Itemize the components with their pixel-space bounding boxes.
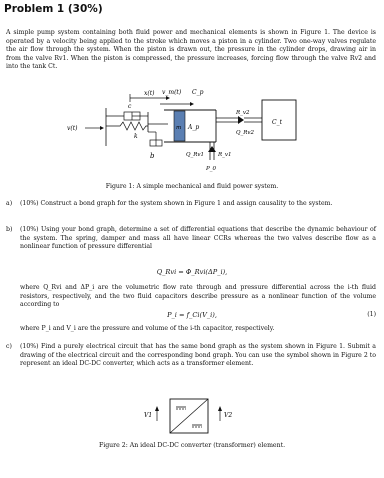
part-b-text-2: where Q_Rvi and ΔP_i are the volumetric flow rate through and pressure differential across the i-th fluid resistors, respectively, and the two fluid capacitors describe pressure as a nonlinear function of the volume according to bbox=[20, 284, 376, 309]
figure-2-diagram bbox=[140, 395, 250, 437]
part-a-text: (10%) Construct a bond graph for the system shown in Figure 1 and assign causality to the system. bbox=[20, 200, 333, 207]
equation-flow: Q_Rvi = Φ_Rvi(ΔP_i), bbox=[156, 268, 228, 276]
label-rv2: R_v2 bbox=[236, 110, 250, 116]
part-c-label: c) bbox=[6, 343, 12, 350]
label-v2: V2 bbox=[224, 412, 233, 419]
label-ap: A_p bbox=[188, 124, 200, 131]
part-b-text-1: (10%) Using your bond graph, determine a set of differential equations that describe the dynamic behaviour of the system. The spring, damper and mass all have linear CCRs whereas the two valves describe flow as a nonlinear function of pressure differential bbox=[20, 226, 376, 251]
part-b-label: b) bbox=[6, 226, 13, 233]
figure-1-caption: Figure 1: A simple mechanical and fluid power system. bbox=[105, 183, 279, 190]
label-c: c bbox=[128, 103, 132, 110]
intro-paragraph: A simple pump system containing both fluid power and mechanical elements is shown in Figure 1. The device is operated by a velocity being applied to the stroke which moves a piston in a cylinder. Two one-way valves regulate the air flow through the system. When the piston is drawn out, the pressure in the cylinder drops, drawing air in from the valve Rv1. When the piston is compressed, the pressure increases, forcing flow through the valve Rv2 and into the tank Ct. bbox=[6, 29, 376, 71]
label-x: x(t) bbox=[144, 90, 155, 97]
label-vin: v(t) bbox=[67, 125, 78, 132]
label-v1: V1 bbox=[144, 412, 153, 419]
part-a-label: a) bbox=[6, 200, 13, 207]
label-vm: v_m(t) bbox=[162, 89, 182, 96]
label-qrv1: Q_Rv1 bbox=[186, 152, 205, 158]
label-k: k bbox=[134, 133, 138, 140]
label-b: b bbox=[150, 152, 155, 160]
label-cp: C_p bbox=[192, 89, 204, 96]
figure-1-diagram bbox=[40, 86, 350, 182]
equation-number: (1) bbox=[367, 311, 376, 318]
figure-2-caption: Figure 2: An ideal DC-DC converter (transformer) element. bbox=[98, 442, 286, 449]
label-p0: P_0 bbox=[206, 166, 216, 172]
label-m: m bbox=[176, 125, 182, 131]
problem-title: Problem 1 (30%) bbox=[4, 3, 103, 15]
part-b-text-3: where P_i and V_i are the pressure and volume of the i-th capacitor, respectively. bbox=[20, 325, 275, 332]
equation-pressure: P_i = f_Ci(V_i), bbox=[167, 311, 217, 319]
label-qrv2: Q_Rv2 bbox=[236, 130, 255, 136]
label-ct: C_t bbox=[272, 119, 283, 126]
part-c-text: (10%) Find a purely electrical circuit that has the same bond graph as the system shown in Figure 1. Submit a drawing of the electrical circuit and the corresponding bond graph. You can use the symbol shown in Figure 2 to represent an ideal DC-DC converter, which acts as a transformer element. bbox=[20, 343, 376, 368]
label-rv1: R_v1 bbox=[218, 152, 232, 158]
